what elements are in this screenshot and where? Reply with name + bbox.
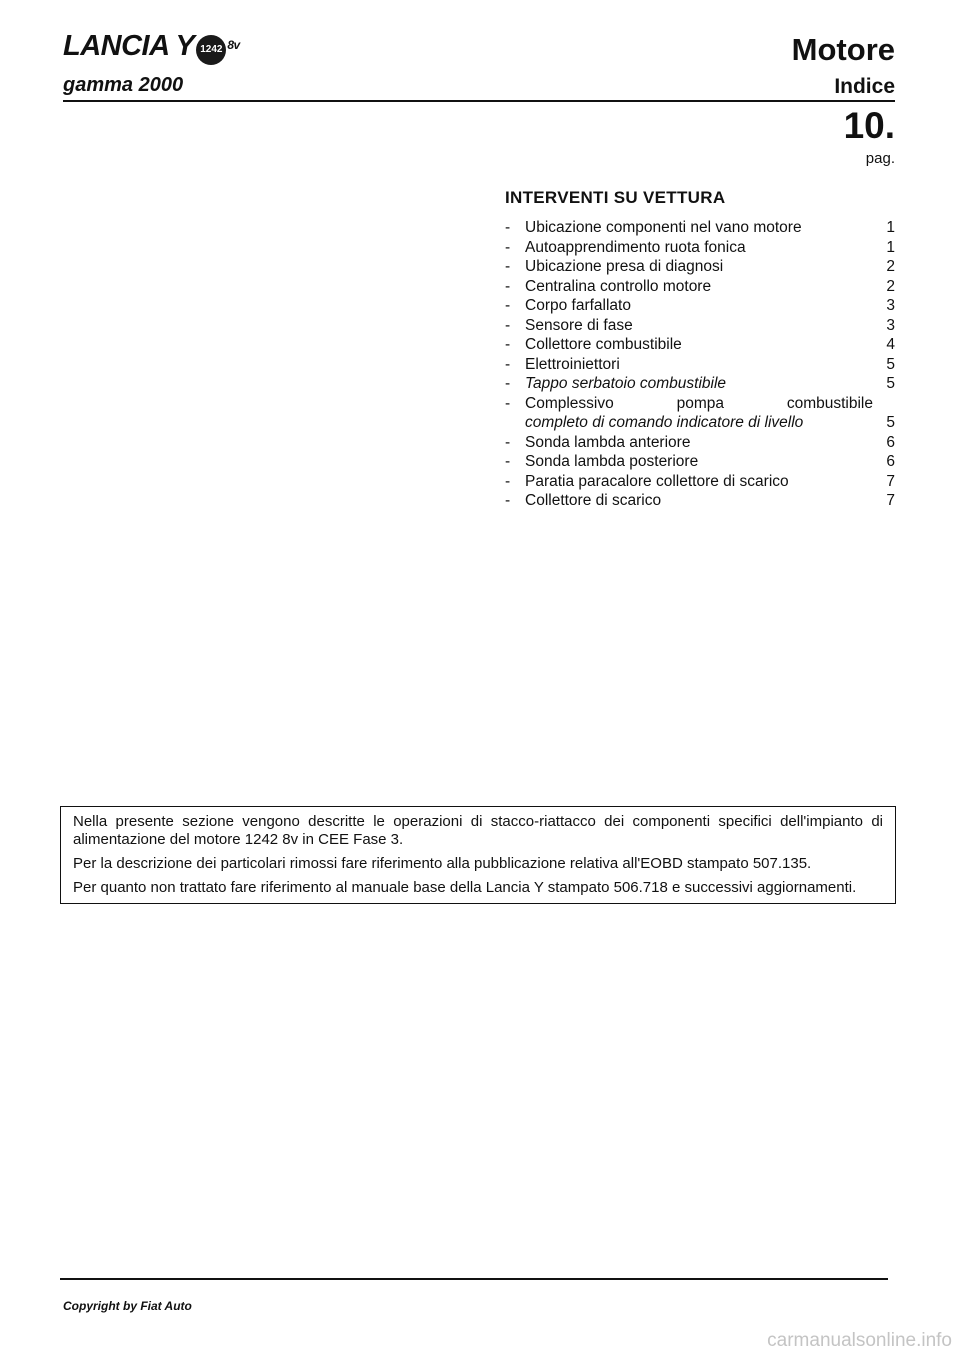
toc-item[interactable] — [505, 296, 895, 316]
note-paragraph: Per la descrizione dei particolari rimossi fare riferimento alla pubblicazione relativa all'EOBD stampato 507.135. — [73, 855, 812, 872]
toc-item-page: 1 — [886, 238, 895, 256]
list-dash: - — [505, 492, 511, 509]
toc-heading: INTERVENTI SU VETTURA — [505, 188, 726, 207]
toc-item-text: Corpo farfallato — [525, 297, 631, 314]
note-paragraph: Nella presente sezione vengono descritte le operazioni di stacco-riattacco dei componenti specifici dell'impianto di alimentazione del motore 1242 8v in CEE Fase 3. — [73, 813, 883, 848]
list-dash: - — [505, 355, 511, 373]
list-dash: - — [505, 238, 511, 256]
toc-item-text: Sonda lambda posteriore — [525, 453, 699, 470]
list-dash: - — [505, 433, 511, 451]
toc-item[interactable] — [505, 491, 895, 511]
toc-item-text: Collettore di scarico — [525, 492, 662, 509]
model-range: gamma 2000 — [63, 74, 184, 96]
toc-item-text: Sonda lambda anteriore — [525, 433, 691, 451]
toc-item-page: 7 — [886, 472, 895, 490]
toc-item[interactable] — [505, 355, 895, 375]
toc-item[interactable] — [505, 452, 895, 472]
list-dash: - — [505, 316, 511, 334]
toc-item-text: Paratia paracalore collettore di scarico — [525, 472, 789, 490]
toc-item-page: 2 — [886, 258, 895, 275]
chapter-number: 10. — [843, 105, 895, 146]
list-dash: - — [505, 453, 511, 470]
list-dash: - — [505, 336, 511, 353]
toc-item-page: 3 — [886, 297, 895, 314]
toc-item[interactable] — [505, 277, 895, 297]
toc-item-text: Elettroiniettori — [525, 355, 620, 373]
toc-item-page: 5 — [886, 414, 895, 431]
toc-item[interactable] — [505, 218, 895, 238]
list-dash: - — [505, 394, 511, 412]
toc-item-text: Ubicazione presa di diagnosi — [525, 258, 724, 275]
page-column-label: pag. — [865, 150, 895, 167]
toc-item-page: 1 — [886, 219, 895, 236]
toc-item-text: Tappo serbatoio combustibile — [525, 375, 727, 392]
toc-item-text — [525, 394, 873, 433]
note-box — [60, 806, 896, 904]
toc-item[interactable] — [505, 394, 895, 433]
toc-item-page: 7 — [886, 492, 895, 509]
list-dash: - — [505, 472, 511, 490]
toc-item[interactable] — [505, 316, 895, 336]
toc-item-page: 6 — [886, 433, 895, 451]
toc-item-text: Autoapprendimento ruota fonica — [525, 238, 746, 256]
copyright-notice: Copyright by Fiat Auto — [63, 1299, 192, 1313]
section-title: Motore — [791, 32, 895, 67]
brand-name: LANCIA Y — [63, 30, 195, 62]
toc-item[interactable] — [505, 238, 895, 258]
section-subtitle: Indice — [834, 75, 895, 98]
toc-item[interactable] — [505, 335, 895, 355]
list-dash: - — [505, 258, 511, 275]
toc-item-page: 6 — [886, 453, 895, 470]
toc-item-page: 3 — [886, 316, 895, 334]
list-dash: - — [505, 375, 511, 392]
toc-item-text-line2: completo di comando indicatore di livello — [525, 414, 804, 431]
list-dash: - — [505, 219, 511, 236]
engine-badge-icon: 1242 — [196, 35, 226, 65]
toc-item[interactable] — [505, 433, 895, 453]
list-dash: - — [505, 277, 511, 295]
toc-item[interactable] — [505, 374, 895, 394]
toc-item-text: Sensore di fase — [525, 316, 633, 334]
toc-item-page: 5 — [886, 375, 895, 392]
toc-item-text: Ubicazione componenti nel vano motore — [525, 219, 802, 236]
toc-item-text-line1: Complessivo pompa combustibile — [525, 394, 873, 412]
toc-item-text: Collettore combustibile — [525, 336, 682, 353]
toc-list — [505, 218, 895, 511]
toc-item[interactable] — [505, 257, 895, 277]
header-divider — [63, 100, 895, 102]
brand-logo — [63, 30, 240, 65]
footer-divider — [60, 1278, 888, 1280]
toc-item-page: 5 — [886, 355, 895, 373]
note-paragraph: Per quanto non trattato fare riferimento al manuale base della Lancia Y stampato 506.718 e successivi aggiornamenti. — [73, 879, 857, 896]
engine-badge-suffix: 8v — [227, 38, 240, 52]
watermark: carmanualsonline.info — [767, 1330, 952, 1351]
toc-item-page: 2 — [886, 277, 895, 295]
toc-item[interactable] — [505, 472, 895, 492]
list-dash: - — [505, 297, 511, 314]
toc-item-text: Centralina controllo motore — [525, 277, 712, 295]
toc-item-page: 4 — [886, 336, 895, 353]
